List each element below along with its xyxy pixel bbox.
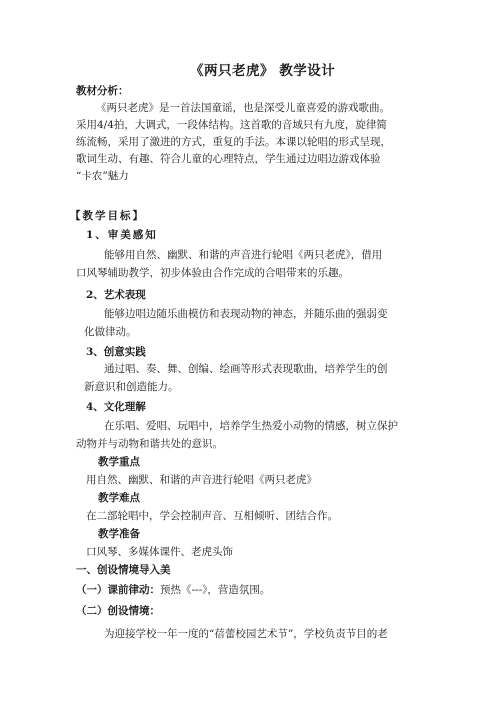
goal-text: 能够用自然、幽默、和谐的声音进行轮唱《两只老虎》，借用: [104, 249, 383, 261]
material-line: 《两只老虎》是一首法国童谣，也是深受儿童喜爱的游戏歌曲。: [96, 102, 390, 114]
subsection-heading: （二）创设情境：: [76, 605, 160, 617]
material-line: 练流畅，采用了激进的方式，重复的手法。本课以轮唱的形式呈现，: [76, 136, 391, 148]
document-title: 《两只老虎》 教学设计: [190, 63, 336, 79]
difficulty-heading: 教学难点: [98, 492, 140, 504]
goals-heading: 【教学目标】: [70, 210, 145, 222]
preparation-heading: 教学准备: [98, 528, 140, 540]
section-heading: 一、创设情境导入美: [76, 564, 171, 576]
goal-text: 新意识和创造能力。: [84, 381, 179, 393]
material-line: “卡农”魅力: [76, 170, 129, 182]
goal-text: 通过唱、奏、舞、创编、绘画等形式表现歌曲，培养学生的创: [104, 363, 388, 375]
subsection-heading: （一）课前律动：: [76, 584, 160, 596]
goal-text: 在乐唱、爱唱、玩唱中，培养学生热爱小动物的情感，树立保护: [104, 420, 398, 432]
preparation-text: 口风琴、多媒体课件、老虎头饰: [86, 546, 233, 558]
goal-text: 化做律动。: [84, 326, 137, 338]
goal-text: 动物并与动物和谐共处的意识。: [76, 438, 223, 450]
difficulty-text: 在二部轮唱中，学会控制声音、互相倾听、团结合作。: [86, 510, 338, 522]
subsection-row: [76, 583, 270, 597]
subsection-text: 为迎接学校一年一度的“蓓蕾校园艺术节”，学校负责节目的老: [104, 628, 388, 640]
subsection-text: 预热《---》，营造氛围。: [160, 584, 271, 596]
material-line: 采用4/4拍，大调式，一段体结构。这首歌的音域只有九度，旋律简: [76, 119, 387, 131]
key-point-heading: 教学重点: [98, 456, 140, 468]
goal-heading-expression: 2、艺术表现: [86, 289, 146, 301]
goal-heading-culture: 4、文化理解: [86, 401, 146, 413]
goal-heading-aesthetic: 1、审美感知: [86, 229, 158, 241]
key-point-text: 用自然、幽默、和谐的声音进行轮唱《两只老虎》: [86, 474, 317, 486]
material-line: 歌词生动、有趣、符合儿童的心理特点，学生通过边唱边游戏体验: [76, 153, 381, 165]
material-heading: 教材分析：: [76, 85, 129, 97]
goal-text: 口风琴辅助教学，初步体验由合作完成的合唱带来的乐趣。: [76, 267, 349, 279]
goal-heading-creative: 3、创意实践: [86, 346, 146, 358]
goal-text: 能够边唱边随乐曲模仿和表现动物的神态，并随乐曲的强弱变: [104, 308, 388, 320]
